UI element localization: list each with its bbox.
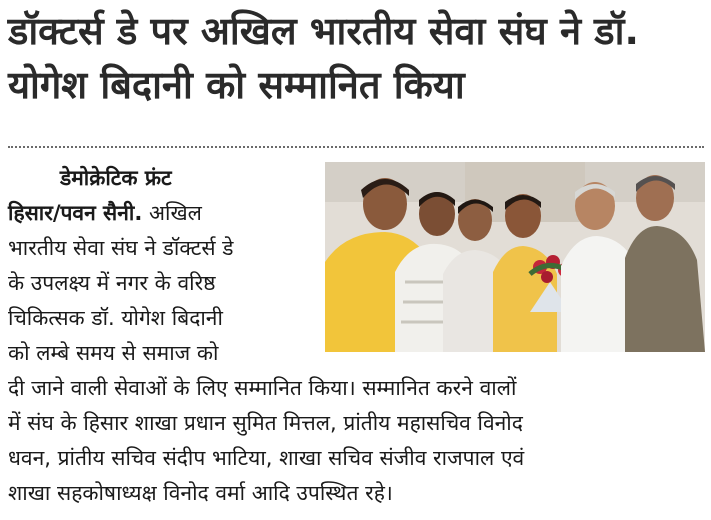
article-line-1-rest: अखिल: [149, 201, 202, 225]
article-line-5: को लम्बे समय से समाज को: [8, 341, 219, 365]
news-photo: [325, 162, 705, 352]
reporter-credit: हिसार/पवन सैनी.: [8, 201, 143, 225]
group-photo-illustration: [325, 162, 705, 352]
article-line-8: धवन, प्रांतीय सचिव संदीप भाटिया, शाखा सचिव संजीव राजपाल एवं: [8, 446, 525, 470]
dateline: डेमोक्रेटिक फ्रंट: [60, 166, 172, 190]
article-line-2: भारतीय सेवा संघ ने डॉक्टर्स डे: [8, 236, 234, 260]
dotted-divider: [8, 146, 704, 148]
article-line-1: [8, 199, 202, 227]
article-line-3: के उपलक्ष्य में नगर के वरिष्ठ: [8, 271, 216, 295]
article-line-6: दी जाने वाली सेवाओं के लिए सम्मानित किया। सम्मानित करने वालों: [8, 376, 517, 400]
headline-line-1: डॉक्टर्स डे पर अखिल भारतीय सेवा संघ ने डॉ.: [8, 9, 639, 53]
headline-line-2: योगेश बिदानी को सम्मानित किया: [8, 63, 465, 107]
headline: [8, 4, 708, 112]
article-line-4: चिकित्सक डॉ. योगेश बिदानी: [8, 306, 223, 330]
article-line-7: में संघ के हिसार शाखा प्रधान सुमित मित्तल, प्रांतीय महासचिव विनोद: [8, 411, 523, 435]
article-line-9: शाखा सहकोषाध्यक्ष विनोद वर्मा आदि उपस्थित रहे।: [8, 481, 393, 505]
